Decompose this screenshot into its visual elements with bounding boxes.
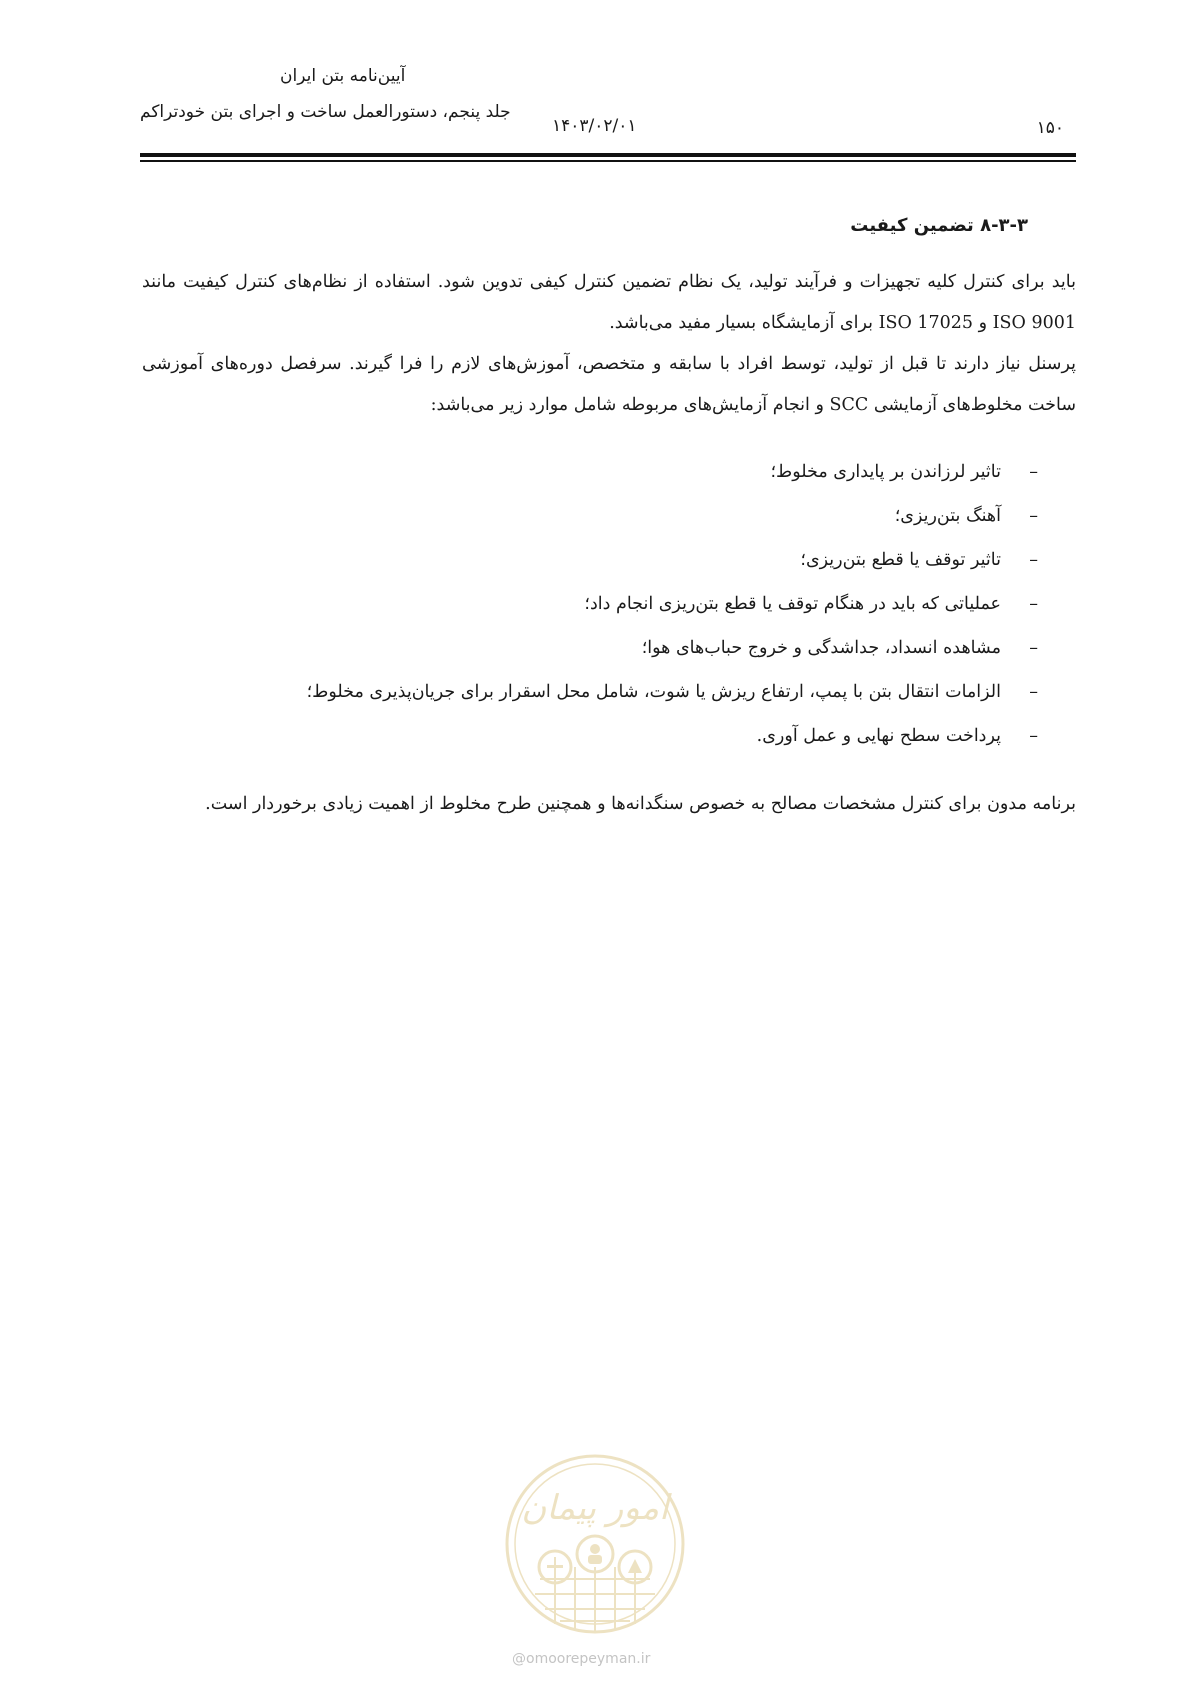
- list-marker: –: [1029, 726, 1038, 746]
- header-rule-thick: [140, 153, 1076, 157]
- list-item: [142, 450, 1076, 494]
- list-item-text: آهنگ بتن‌ریزی؛: [894, 506, 1001, 526]
- watermark-logo: [500, 1449, 690, 1639]
- list-marker: –: [1029, 594, 1038, 614]
- list-item-text: تاثیر لرزاندن بر پایداری مخلوط؛: [770, 462, 1001, 482]
- page-number: ۱۵۰: [1036, 118, 1064, 138]
- list-item: [142, 626, 1076, 670]
- paragraph-personnel-training: پرسنل نیاز دارند تا قبل از تولید، توسط افراد با سابقه و متخصص، آموزش‌های لازم را فرا گیرند. سرفصل دوره‌های آموزشی ساخت مخلوط‌های آزمایشی SCC و انجام آزمایش‌های مربوطه شامل موارد زیر می‌باشد:: [142, 354, 1076, 415]
- list-marker: –: [1029, 550, 1038, 570]
- list-marker: –: [1029, 506, 1038, 526]
- training-topics-list: [142, 450, 1076, 758]
- list-item: [142, 670, 1076, 714]
- watermark-url: @omoorepeyman.ir: [512, 1651, 651, 1667]
- volume-title: جلد پنجم، دستورالعمل ساخت و اجرای بتن خودتراکم: [140, 102, 511, 122]
- paragraph-materials-program: برنامه مدون برای کنترل مشخصات مصالح به خصوص سنگدانه‌ها و همچنین طرح مخلوط از اهمیت زیادی برخوردار است.: [205, 794, 1076, 814]
- section-heading: ۸-۳-۳ تضمین کیفیت: [850, 215, 1028, 236]
- list-item-text: تاثیر توقف یا قطع بتن‌ریزی؛: [800, 550, 1001, 570]
- main-content: [142, 215, 1076, 825]
- logo-calligraphy: امور پیمان: [521, 1488, 669, 1528]
- list-item-text: عملیاتی که باید در هنگام توقف یا قطع بتن‌ریزی انجام داد؛: [584, 594, 1001, 614]
- list-item-text: پرداخت سطح نهایی و عمل آوری.: [756, 726, 1001, 746]
- paragraph-quality-system: باید برای کنترل کلیه تجهیزات و فرآیند تولید، یک نظام تضمین کنترل کیفی تدوین شود. استفاده از نظام‌های کنترل کیفیت مانند ISO 9001 و ISO 17025 برای آزمایشگاه بسیار مفید می‌باشد.: [142, 272, 1076, 333]
- list-item-text: الزامات انتقال بتن با پمپ، ارتفاع ریزش یا شوت، شامل محل اسقرار برای جریان‌پذیری مخلوط؛: [306, 682, 1001, 702]
- list-marker: –: [1029, 462, 1038, 482]
- page-header: [140, 66, 1076, 161]
- list-item: [142, 538, 1076, 582]
- list-item: [142, 714, 1076, 758]
- header-date: ۱۴۰۳/۰۲/۰۱: [552, 116, 637, 136]
- header-rule-thin: [140, 160, 1076, 162]
- list-item: [142, 582, 1076, 626]
- book-title: آیین‌نامه بتن ایران: [280, 66, 406, 86]
- list-marker: –: [1029, 682, 1038, 702]
- list-item: [142, 494, 1076, 538]
- list-marker: –: [1029, 638, 1038, 658]
- list-item-text: مشاهده انسداد، جداشدگی و خروج حباب‌های هوا؛: [641, 638, 1001, 658]
